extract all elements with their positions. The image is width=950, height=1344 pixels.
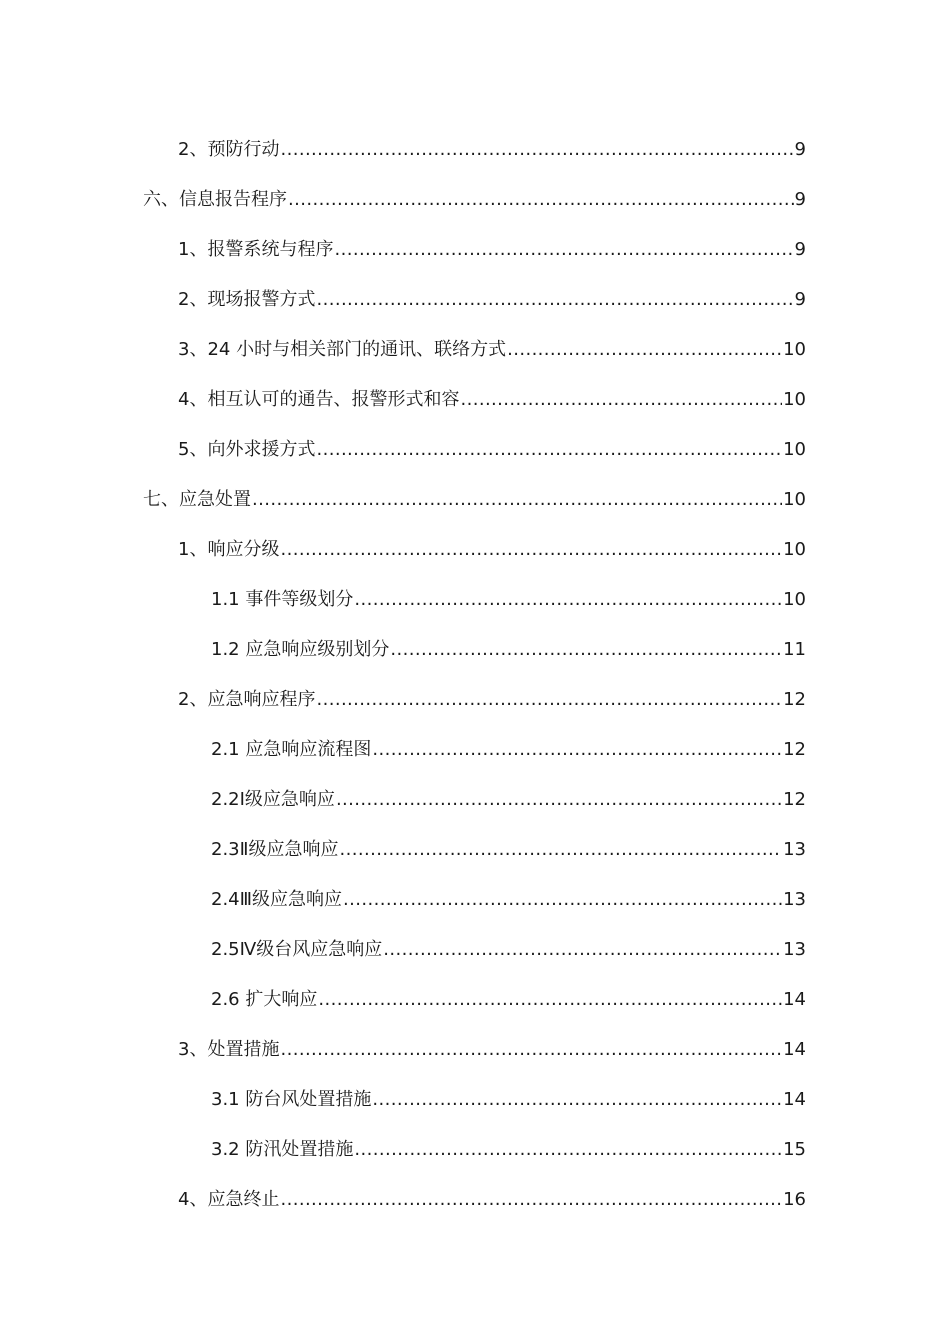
toc-entry-title: 2、应急响应程序: [178, 689, 316, 710]
toc-entry[interactable]: [178, 436, 806, 462]
toc-entry[interactable]: [211, 886, 806, 912]
toc-entry[interactable]: [211, 936, 806, 962]
toc-dot-leader: [383, 938, 782, 962]
toc-dot-leader: [390, 638, 782, 662]
toc-entry-title: 3.2 防汛处置措施: [211, 1139, 354, 1160]
toc-entry[interactable]: [178, 686, 806, 712]
toc-entry-page: 12: [783, 739, 806, 760]
toc-dot-leader: [316, 288, 793, 312]
toc-entry-title: 4、应急终止: [178, 1189, 280, 1210]
toc-entry-title: 2.3Ⅱ级应急响应: [211, 839, 339, 860]
toc-dot-leader: [280, 1188, 782, 1212]
toc-entry[interactable]: [178, 1186, 806, 1212]
toc-dot-leader: [334, 238, 793, 262]
toc-entry-page: 9: [794, 239, 806, 260]
toc-entry-page: 14: [783, 1039, 806, 1060]
toc-entry-page: 10: [783, 539, 806, 560]
toc-dot-leader: [354, 588, 782, 612]
toc-entry-page: 13: [783, 839, 806, 860]
toc-entry-page: 15: [783, 1139, 806, 1160]
toc-dot-leader: [340, 838, 783, 862]
toc-entry-title: 3、处置措施: [178, 1039, 280, 1060]
toc-entry[interactable]: [178, 386, 806, 412]
toc-entry-title: 1、响应分级: [178, 539, 280, 560]
toc-entry-title: 七、应急处置: [143, 489, 251, 510]
toc-entry[interactable]: [178, 336, 806, 362]
toc-dot-leader: [288, 188, 794, 212]
toc-entry-page: 10: [783, 439, 806, 460]
toc-entry-page: 9: [794, 139, 806, 160]
toc-dot-leader: [316, 438, 782, 462]
toc-dot-leader: [280, 138, 793, 162]
toc-entry[interactable]: [211, 1086, 806, 1112]
toc-entry-page: 13: [783, 889, 806, 910]
toc-entry-title: 六、信息报告程序: [143, 189, 287, 210]
toc-dot-leader: [336, 788, 782, 812]
toc-entry-title: 2.2Ⅰ级应急响应: [211, 789, 335, 810]
toc-dot-leader: [280, 1038, 782, 1062]
toc-entry-title: 2、预防行动: [178, 139, 280, 160]
toc-entry-page: 16: [783, 1189, 806, 1210]
toc-dot-leader: [318, 988, 782, 1012]
toc-dot-leader: [372, 1088, 782, 1112]
toc-dot-leader: [252, 488, 782, 512]
toc-entry[interactable]: [143, 186, 806, 212]
toc-entry-page: 12: [783, 789, 806, 810]
toc-entry-page: 9: [794, 289, 806, 310]
toc-entry-page: 13: [783, 939, 806, 960]
toc-entry-title: 3.1 防台风处置措施: [211, 1089, 372, 1110]
toc-entry-page: 10: [783, 339, 806, 360]
toc-dot-leader: [316, 688, 782, 712]
toc-entry[interactable]: [143, 486, 806, 512]
toc-entry[interactable]: [211, 1136, 806, 1162]
toc-entry-title: 2.4Ⅲ级应急响应: [211, 889, 343, 910]
toc-dot-leader: [507, 338, 782, 362]
toc-entry-title: 3、24 小时与相关部门的通讯、联络方式: [178, 339, 507, 360]
toc-entry-page: 12: [783, 689, 806, 710]
toc-entry-title: 2.5Ⅳ级台风应急响应: [211, 939, 383, 960]
toc-entry-title: 2.1 应急响应流程图: [211, 739, 372, 760]
toc-entry-page: 11: [783, 639, 806, 660]
toc-entry-page: 10: [783, 389, 806, 410]
toc-entry[interactable]: [211, 736, 806, 762]
toc-entry-title: 1.2 应急响应级别划分: [211, 639, 390, 660]
toc-dot-leader: [280, 538, 782, 562]
toc-entry[interactable]: [178, 1036, 806, 1062]
toc-dot-leader: [372, 738, 782, 762]
toc-entry[interactable]: [178, 286, 806, 312]
toc-entry-title: 1.1 事件等级划分: [211, 589, 354, 610]
toc-entry-page: 14: [783, 1089, 806, 1110]
toc-dot-leader: [460, 388, 782, 412]
toc-dot-leader: [343, 888, 782, 912]
toc-entry[interactable]: [178, 536, 806, 562]
toc-entry-title: 4、相互认可的通告、报警形式和容: [178, 389, 460, 410]
toc-entry-page: 9: [794, 189, 806, 210]
toc-entry-page: 14: [783, 989, 806, 1010]
toc-entry-title: 5、向外求援方式: [178, 439, 316, 460]
toc-entry[interactable]: [178, 236, 806, 262]
toc-entry-title: 1、报警系统与程序: [178, 239, 334, 260]
toc-entry-title: 2.6 扩大响应: [211, 989, 318, 1010]
toc-entry[interactable]: [211, 986, 806, 1012]
toc-entry[interactable]: [211, 836, 806, 862]
toc-entry[interactable]: [211, 636, 806, 662]
toc-entry-page: 10: [783, 589, 806, 610]
toc-entry-page: 10: [783, 489, 806, 510]
toc-entry[interactable]: [211, 786, 806, 812]
toc-entry[interactable]: [178, 136, 806, 162]
toc-entry[interactable]: [211, 586, 806, 612]
toc-entry-title: 2、现场报警方式: [178, 289, 316, 310]
toc-dot-leader: [354, 1138, 782, 1162]
